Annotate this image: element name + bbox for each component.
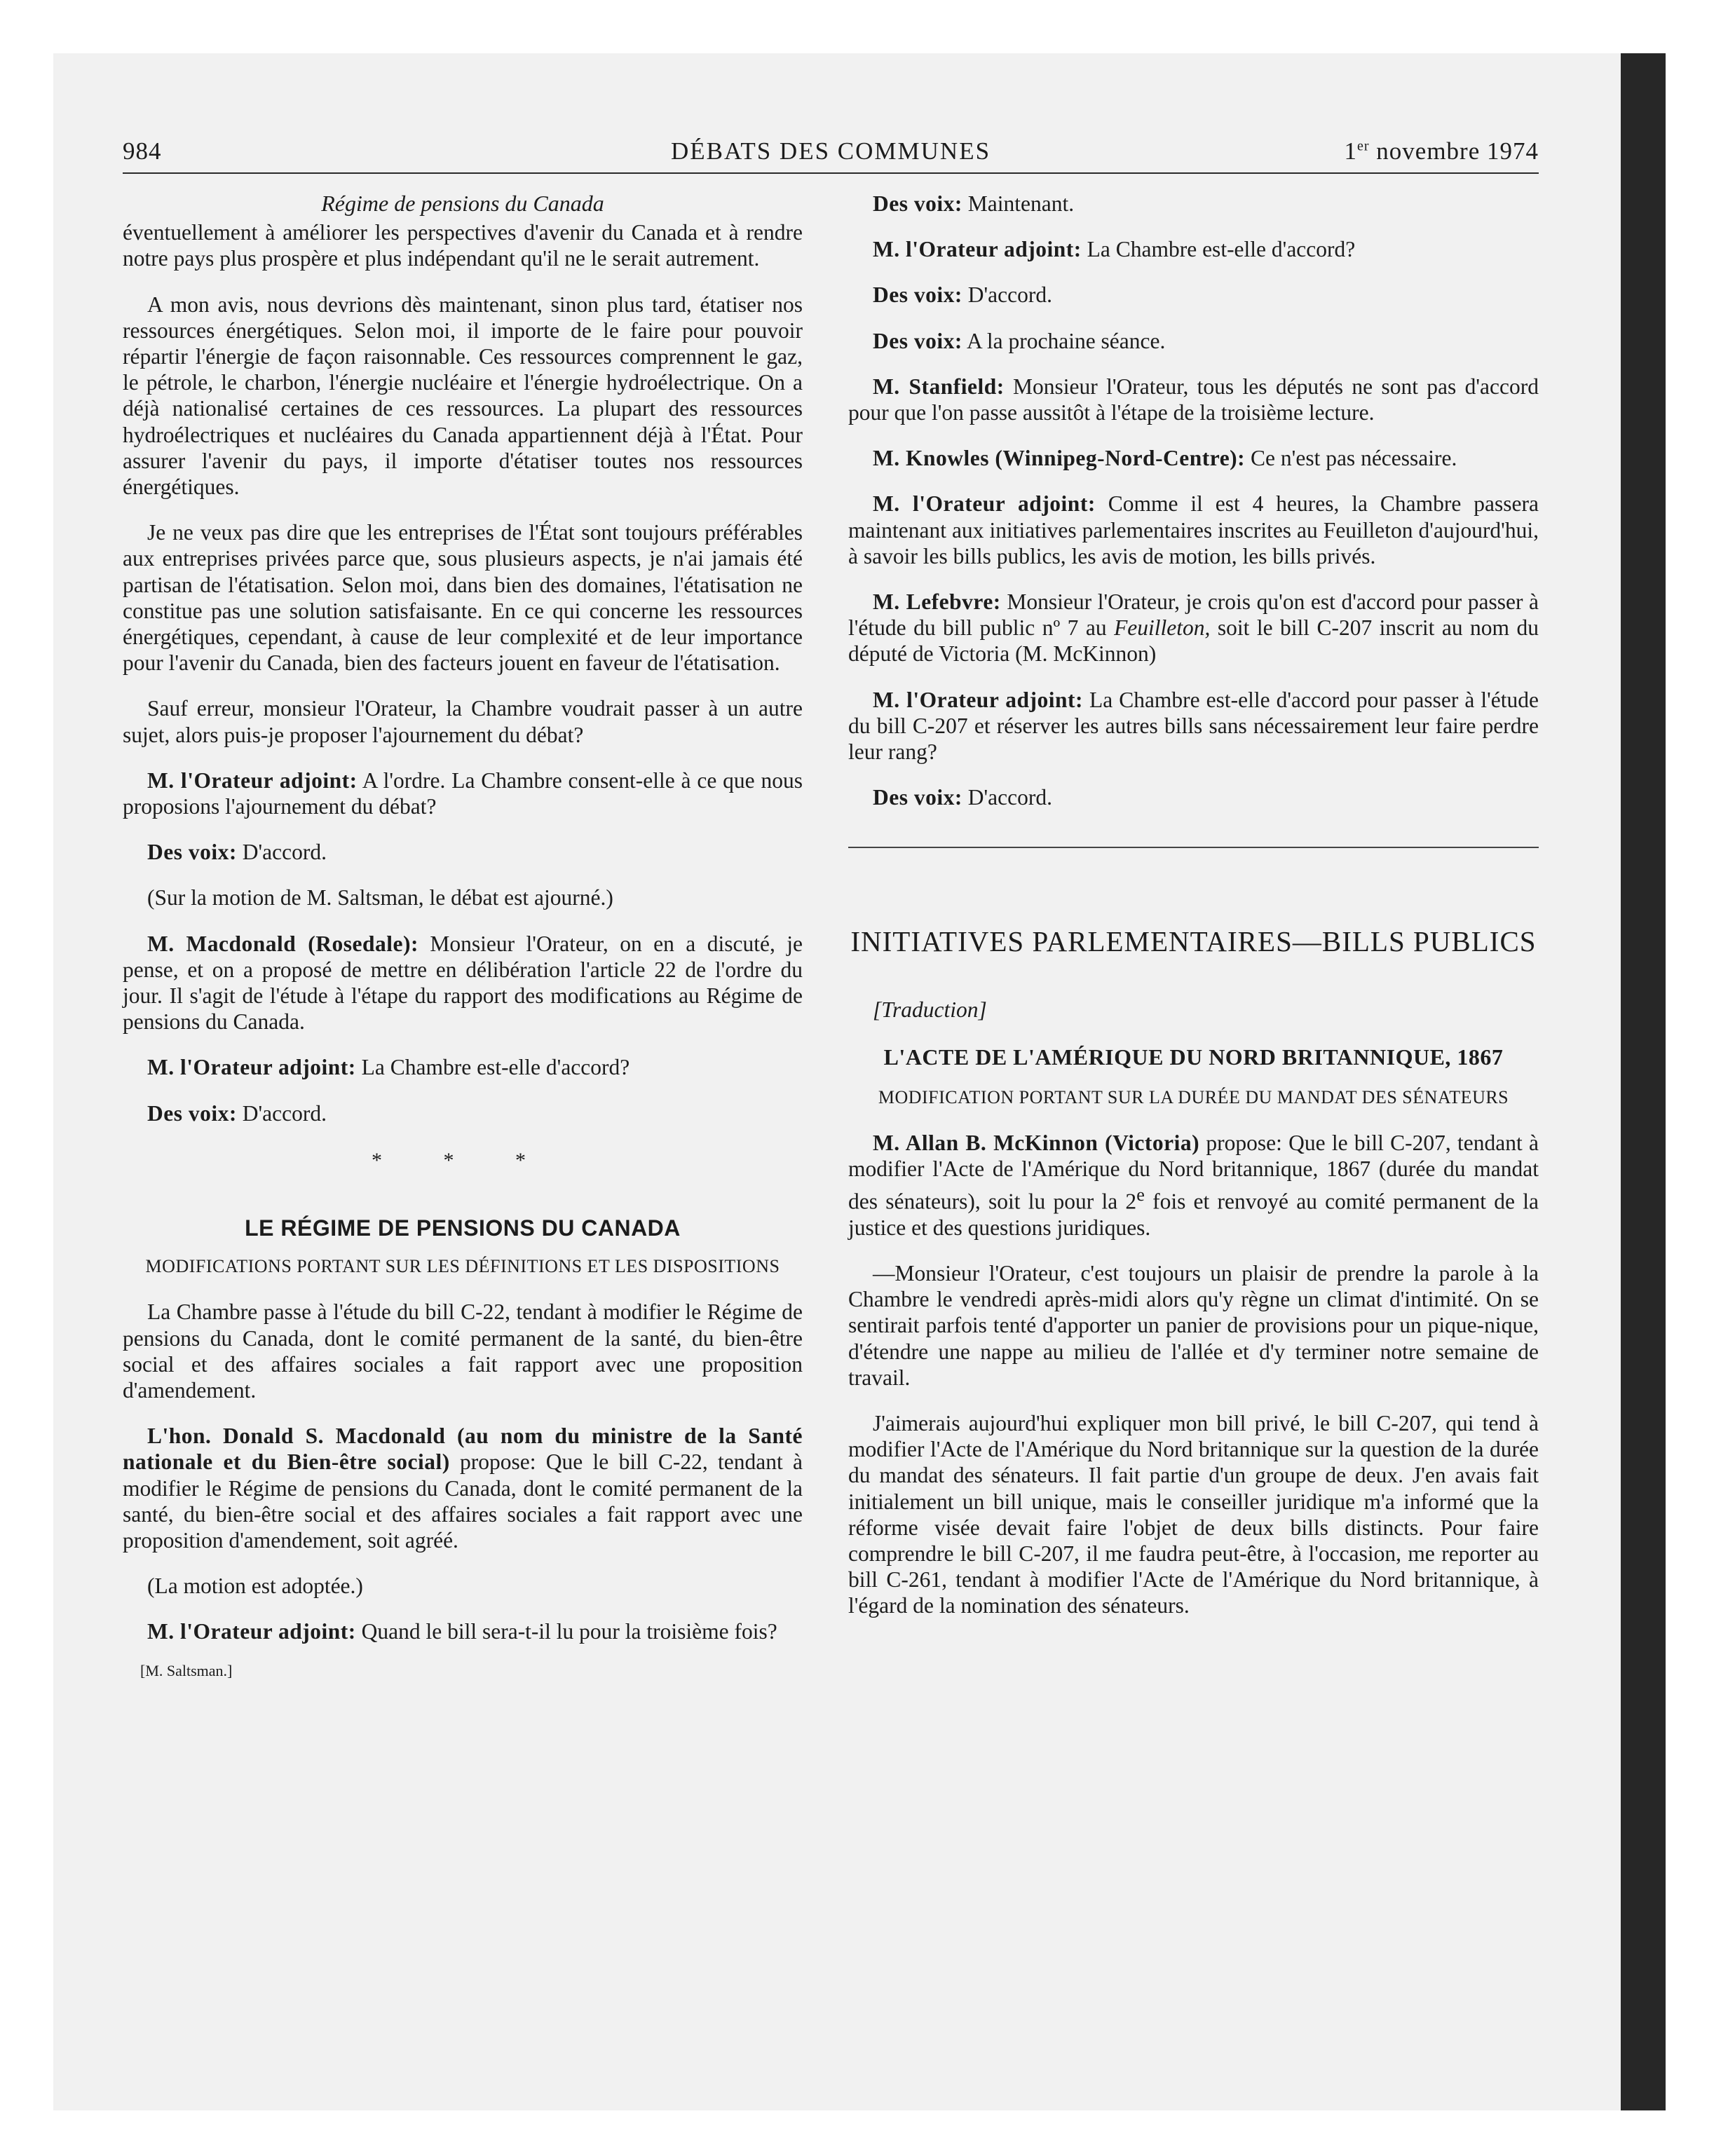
speaker-name: Des voix: <box>147 1100 237 1126</box>
speech: Des voix: D'accord. <box>873 282 1052 308</box>
speech: L'hon. Donald S. Macdonald (au nom du ministre de la Santé nationale et du Bien-être social) propose: Que le bill C-22, tendant à modifier le Régime de pensions du Canada, dont le comité permanent de la santé, du bien-être social et des affaires sociales a fait rapport avec une proposition d'amendement, soit agréé. <box>123 1424 803 1553</box>
translation-note: [Traduction] <box>873 997 987 1023</box>
page-number: 984 <box>123 137 162 165</box>
speech: M. Stanfield: Monsieur l'Orateur, tous les députés ne sont pas d'accord pour que l'on passe aussitôt à l'étape de la troisième lecture. <box>848 374 1539 425</box>
section-divider <box>848 847 1539 848</box>
bill-title: L'ACTE DE L'AMÉRIQUE DU NORD BRITANNIQUE, 1867 <box>883 1044 1504 1070</box>
speech: Des voix: A la prochaine séance. <box>873 328 1166 353</box>
speaker-name: M. Macdonald (Rosedale): <box>147 931 419 956</box>
speech: M. Macdonald (Rosedale): Monsieur l'Orateur, on en a discuté, je pense, et on a proposé de mettre en délibération l'article 22 de l'ordre du jour. Il s'agit de l'étude à l'étape du rapport des modifications au Régime de pensions du Canada. <box>123 931 803 1035</box>
speaker-name: M. l'Orateur adjoint: <box>873 491 1096 517</box>
speaker-name: Des voix: <box>147 840 237 865</box>
speaker-name: M. Lefebvre: <box>873 589 1001 615</box>
paragraph: J'aimerais aujourd'hui expliquer mon bill privé, le bill C-207, qui tend à modifier l'Acte de l'Amérique du Nord britannique sur la question de la durée du mandat des sénateurs. Il fait partie d'un groupe de deux. J'en avais fait initialement un bill unique, mais le conseiller juridique m'a informé que la réforme visée devait faire l'objet de deux bills distincts. Pour faire comprendre le bill C-207, il me faudra peut-être, à l'occasion, me reporter au bill C-261, tendant à modifier l'Acte de l'Amérique du Nord britannique, à l'égard de la nomination des sénateurs. <box>848 1410 1539 1618</box>
speech: M. Knowles (Winnipeg-Nord-Centre): Ce n'est pas nécessaire. <box>873 446 1457 471</box>
speaker-name: L'hon. Donald S. Macdonald (au nom du ministre de la Santé nationale et du Bien-être social) <box>123 1424 803 1475</box>
speaker-reference: [M. Saltsman.] <box>140 1661 233 1679</box>
section-separator: * * * <box>372 1148 554 1172</box>
speech: Des voix: D'accord. <box>147 840 327 865</box>
speaker-name: M. l'Orateur adjoint: <box>873 237 1082 262</box>
speech: M. l'Orateur adjoint: La Chambre est-elle d'accord? <box>873 237 1356 262</box>
speech: M. l'Orateur adjoint: Comme il est 4 heures, la Chambre passera maintenant aux initiatives parlementaires inscrites au Feuilleton d'aujourd'hui, à savoir les bills publics, les avis de motion, les bills privés. <box>848 491 1539 568</box>
page-edge-shadow <box>1621 53 1666 2110</box>
running-header <box>123 137 1539 174</box>
paragraph: Sauf erreur, monsieur l'Orateur, la Chambre voudrait passer à un autre sujet, alors puis-je proposer l'ajournement du débat? <box>123 696 803 747</box>
speaker-name: M. l'Orateur adjoint: <box>147 767 358 793</box>
speaker-name: Des voix: <box>873 191 962 216</box>
section-subtitle: MODIFICATIONS PORTANT SUR LES DÉFINITIONS ET LES DISPOSITIONS <box>145 1256 780 1277</box>
speech: M. Lefebvre: Monsieur l'Orateur, je crois qu'on est d'accord pour passer à l'étude du bill public nº 7 au Feuilleton, soit le bill C-207 inscrit au nom du député de Victoria (M. McKinnon) <box>848 589 1539 667</box>
speaker-name: Des voix: <box>873 785 962 810</box>
speaker-name: M. Allan B. McKinnon (Victoria) <box>873 1130 1200 1155</box>
paragraph: A mon avis, nous devrions dès maintenant, sinon plus tard, étatiser nos ressources énergétiques. Selon moi, il importe de le faire pour pouvoir répartir l'énergie de façon raisonnable. Ces ressources comprennent le gaz, le pétrole, le charbon, l'énergie nucléaire et l'énergie hydroélectrique. On a déjà nationalisé certaines de ces ressources. La plupart des ressources hydroélectriques et nucléaires du Canada appartiennent déjà à l'État. Pour assurer l'avenir du pays, il importe d'étatiser toutes nos ressources énergétiques. <box>123 292 803 500</box>
paragraph: (La motion est adoptée.) <box>147 1574 363 1599</box>
major-heading: INITIATIVES PARLEMENTAIRES—BILLS PUBLICS <box>850 925 1537 958</box>
paragraph: Je ne veux pas dire que les entreprises de l'État sont toujours préférables aux entreprises privées parce que, sous plusieurs aspects, je n'ai jamais été partisan de l'étatisation. Selon moi, dans bien des domaines, l'étatisation ne constitue pas une solution satisfaisante. En ce qui concerne les ressources énergétiques, cependant, à cause de leur complexité et de leur importance pour l'avenir du Canada, bien des facteurs jouent en faveur de l'étatisation. <box>123 520 803 676</box>
speaker-name: M. Stanfield: <box>873 374 1005 399</box>
issue-date: 1er novembre 1974 <box>1344 137 1539 165</box>
publication-title: DÉBATS DES COMMUNES <box>670 137 991 165</box>
column-heading: Régime de pensions du Canada <box>321 191 604 216</box>
speaker-name: Des voix: <box>873 282 962 308</box>
speech: M. l'Orateur adjoint: La Chambre est-elle d'accord? <box>147 1055 630 1080</box>
speaker-name: M. l'Orateur adjoint: <box>147 1619 356 1644</box>
speaker-name: M. Knowles (Winnipeg-Nord-Centre): <box>873 446 1246 471</box>
speaker-name: M. l'Orateur adjoint: <box>873 687 1083 712</box>
paragraph: La Chambre passe à l'étude du bill C-22, tendant à modifier le Régime de pensions du Canada, dont le comité permanent de la santé, du bien-être social et des affaires sociales a fait rapport avec une proposition d'amendement. <box>123 1299 803 1403</box>
right-column <box>848 191 1539 1639</box>
speaker-name: Des voix: <box>873 328 962 353</box>
speech: M. l'Orateur adjoint: La Chambre est-elle d'accord pour passer à l'étude du bill C-207 et réserver les autres bills sans nécessairement leur faire perdre leur rang? <box>848 687 1539 765</box>
left-column <box>123 191 803 1684</box>
speech: M. Allan B. McKinnon (Victoria) propose: Que le bill C-207, tendant à modifier l'Acte de l'Amérique du Nord britannique, 1867 (durée du mandat des sénateurs), soit lu pour la 2e fois et renvoyé au comité permanent de la justice et des questions juridiques. <box>848 1130 1539 1240</box>
bill-subtitle: MODIFICATION PORTANT SUR LA DURÉE DU MANDAT DES SÉNATEURS <box>878 1086 1509 1107</box>
speaker-name: M. l'Orateur adjoint: <box>147 1055 356 1080</box>
speech: Des voix: Maintenant. <box>873 191 1075 216</box>
paragraph: —Monsieur l'Orateur, c'est toujours un plaisir de prendre la parole à la Chambre le vendredi après-midi alors qu'y règne un climat d'intimité. On se sentirait parfois tenté d'apporter un panier de provisions pour un pique-nique, d'étendre une nappe au milieu de l'allée et d'y terminer notre semaine de travail. <box>848 1260 1539 1390</box>
paragraph: éventuellement à améliorer les perspectives d'avenir du Canada et à rendre notre pays plus prospère et plus indépendant qu'il ne le serait autrement. <box>123 220 803 271</box>
speech: Des voix: D'accord. <box>147 1100 327 1126</box>
paragraph: (Sur la motion de M. Saltsman, le débat est ajourné.) <box>147 885 613 910</box>
section-title: LE RÉGIME DE PENSIONS DU CANADA <box>245 1215 681 1241</box>
speech: M. l'Orateur adjoint: Quand le bill sera-t-il lu pour la troisième fois? <box>147 1619 777 1644</box>
speech: M. l'Orateur adjoint: A l'ordre. La Chambre consent-elle à ce que nous proposions l'ajournement du débat? <box>123 767 803 819</box>
speech: Des voix: D'accord. <box>873 785 1052 810</box>
